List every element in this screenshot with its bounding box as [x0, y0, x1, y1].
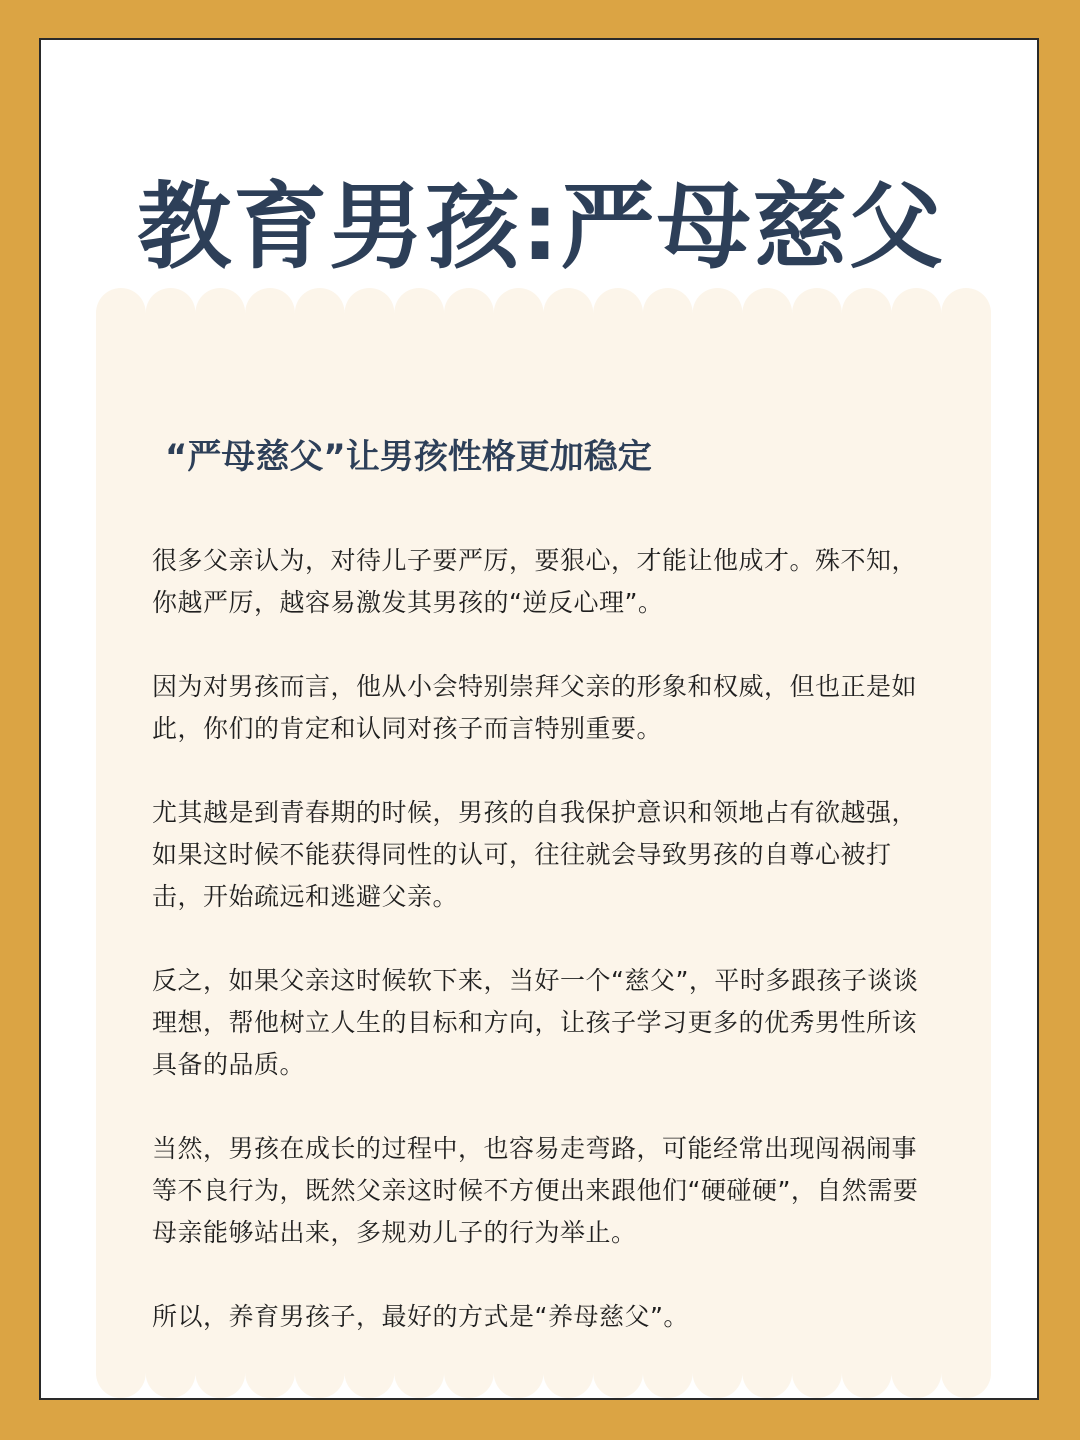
paragraph-list	[152, 540, 932, 1380]
content-card	[39, 38, 1039, 1400]
paragraph: 尤其越是到青春期的时候，男孩的自我保护意识和领地占有欲越强，如果这时候不能获得同性的认可，往往就会导致男孩的自尊心被打击，开始疏远和逃避父亲。	[152, 798, 918, 911]
paragraph: 很多父亲认为，对待儿子要严厉，要狠心，才能让他成才。殊不知，你越严厉，越容易激发其男孩的“逆反心理”。	[152, 546, 918, 617]
paragraph: 当然，男孩在成长的过程中，也容易走弯路，可能经常出现闯祸闹事等不良行为，既然父亲这时候不方便出来跟他们“硬碰硬”，自然需要母亲能够站出来，多规劝儿子的行为举止。	[152, 1134, 919, 1247]
paper-panel	[96, 288, 991, 1398]
paragraph: 反之，如果父亲这时候软下来，当好一个“慈父”，平时多跟孩子谈谈理想，帮他树立人生的目标和方向，让孩子学习更多的优秀男性所该具备的品质。	[152, 966, 919, 1079]
paper-content	[96, 288, 991, 1398]
section-heading: “严母慈父”让男孩性格更加稳定	[165, 437, 652, 477]
page-title: 教育男孩:严母慈父	[137, 173, 945, 282]
paragraph: 所以，养育男孩子，最好的方式是“养母慈父”。	[152, 1302, 689, 1331]
paragraph: 因为对男孩而言，他从小会特别崇拜父亲的形象和权威，但也正是如此，你们的肯定和认同对孩子而言特别重要。	[152, 672, 918, 743]
